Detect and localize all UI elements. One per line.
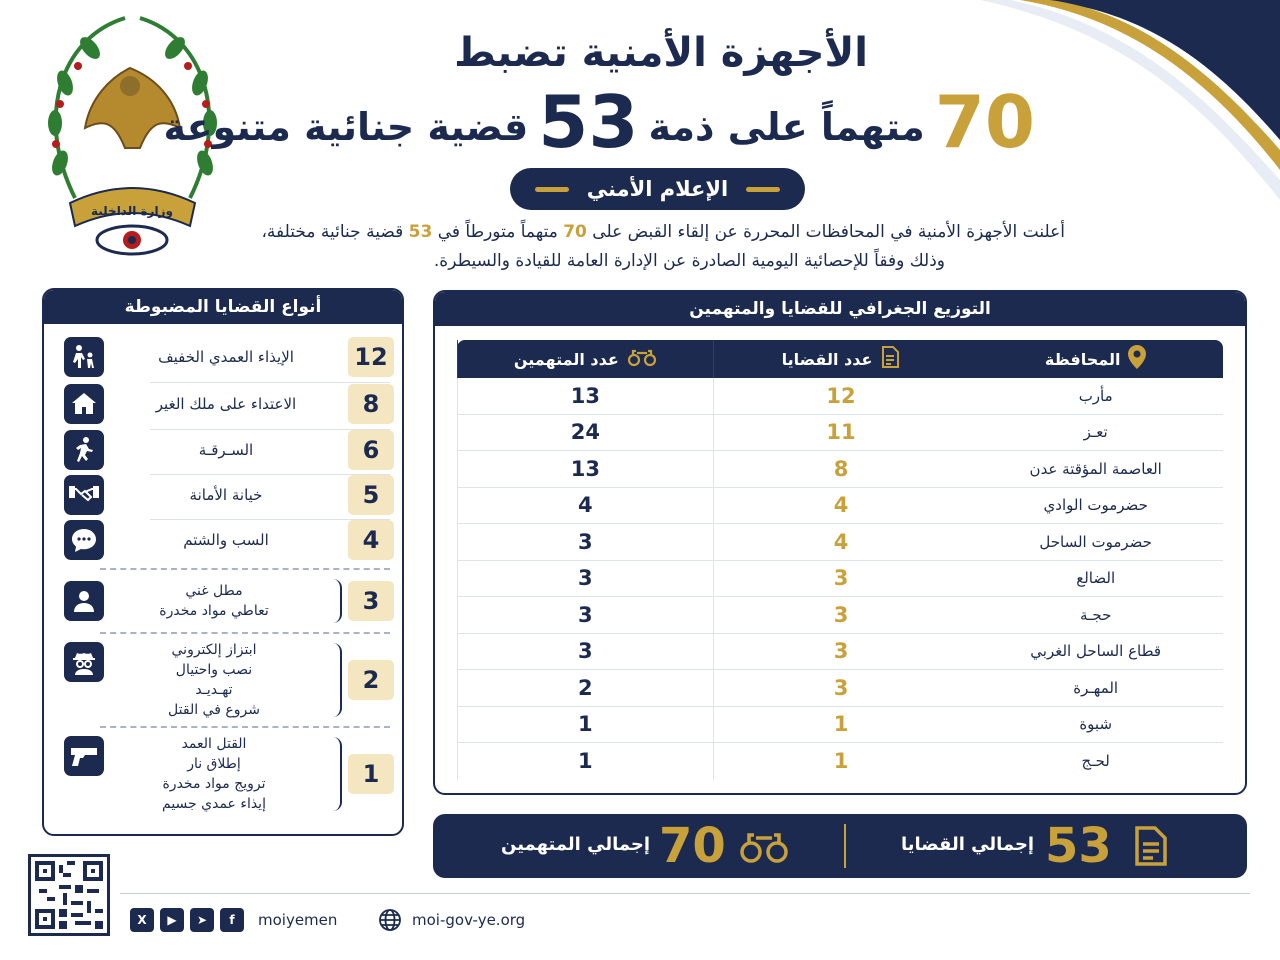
governorate-cell: مأرب — [1078, 386, 1113, 405]
accused-cell: 13 — [457, 378, 713, 414]
total-accused-value: 70 — [659, 818, 726, 874]
table-row — [457, 670, 1223, 707]
security-media-badge — [510, 168, 805, 210]
case-group-label: نصب واحتيال — [175, 662, 253, 678]
governorate-cell: العاصمة المؤقتة عدن — [1029, 459, 1162, 478]
case-type-count: 6 — [348, 430, 394, 470]
case-type-row — [64, 475, 394, 515]
case-group-row — [64, 638, 394, 722]
distribution-panel — [433, 290, 1247, 795]
governorate-cell: المهـرة — [1073, 678, 1119, 697]
cases-cell: 3 — [713, 597, 969, 633]
badge-label: الإعلام الأمني — [586, 177, 729, 201]
table-row — [457, 561, 1223, 598]
header-accused-label: عدد المتهمين — [513, 349, 619, 369]
table-row — [457, 451, 1223, 488]
headline-accused-text: متهماً على ذمة — [648, 105, 925, 150]
case-group-label: شروع في القتل — [168, 702, 260, 718]
header-cases — [713, 340, 969, 378]
assault-icon — [64, 337, 104, 377]
case-type-count: 4 — [348, 520, 394, 560]
accused-cell: 3 — [457, 634, 713, 670]
total-cases-value: 53 — [1045, 818, 1112, 874]
case-group-count: 3 — [348, 581, 394, 621]
case-group-labels — [104, 581, 324, 621]
table-row — [457, 707, 1223, 744]
emblem-text: وزارة الداخلية — [90, 204, 174, 218]
x-icon[interactable]: X — [130, 908, 154, 932]
accused-cell: 1 — [457, 743, 713, 780]
case-group-label: تعاطي مواد مخدرة — [159, 603, 269, 619]
case-type-label: السب والشتم — [183, 531, 269, 549]
intro-accused-number: 70 — [563, 222, 587, 242]
header-cases-label: عدد القضايا — [781, 349, 873, 369]
cases-cell: 4 — [713, 524, 969, 560]
intro-text-c: قضية جنائية مختلفة، — [261, 222, 404, 242]
total-accused-label: إجمالي المتهمين — [501, 834, 651, 855]
property-icon — [64, 384, 104, 424]
handcuffs-icon — [739, 828, 789, 868]
telegram-icon[interactable]: ➤ — [190, 908, 214, 932]
accused-cell: 24 — [457, 415, 713, 451]
table-row — [457, 378, 1223, 415]
case-type-row — [64, 337, 394, 377]
accused-cell: 4 — [457, 488, 713, 524]
cases-cell: 3 — [713, 670, 969, 706]
document-icon — [1133, 826, 1169, 870]
governorate-cell: حضرموت الساحل — [1039, 532, 1152, 551]
accused-cell: 2 — [457, 670, 713, 706]
location-pin-icon — [1128, 345, 1146, 373]
headline-line1: الأجهزة الأمنية تضبط — [454, 30, 868, 76]
case-group-count: 2 — [348, 660, 394, 700]
theft-icon — [64, 430, 104, 470]
case-type-count: 5 — [348, 475, 394, 515]
governorate-cell: لحـج — [1081, 752, 1110, 771]
case-type-row — [64, 430, 394, 470]
case-type-label: الاعتداء على ملك الغير — [155, 395, 297, 413]
case-group-label: إيذاء عمدي جسيم — [162, 796, 266, 812]
facebook-icon[interactable]: f — [220, 908, 244, 932]
cases-cell: 8 — [713, 451, 969, 487]
intro-cases-number: 53 — [408, 222, 433, 242]
case-group-label: ترويج مواد مخدرة — [162, 776, 266, 792]
cases-cell: 3 — [713, 634, 969, 670]
accused-cell: 13 — [457, 451, 713, 487]
case-type-label: الإيذاء العمدي الخفيف — [158, 348, 294, 366]
headline-line2 — [163, 78, 1035, 164]
case-type-label: خيانة الأمانة — [189, 486, 263, 504]
case-type-count: 12 — [348, 337, 394, 377]
cases-cell: 1 — [713, 707, 969, 743]
governorate-cell: حجـة — [1079, 605, 1112, 624]
header-governorate-label: المحافظة — [1044, 349, 1121, 369]
handshake-icon — [64, 475, 104, 515]
accused-cell: 1 — [457, 707, 713, 743]
total-cases-label: إجمالي القضايا — [901, 834, 1035, 855]
case-group-labels — [104, 640, 324, 720]
totals-bar — [433, 814, 1247, 878]
governorate-cell: تعـز — [1083, 423, 1108, 442]
cases-cell: 3 — [713, 561, 969, 597]
intro-paragraph — [185, 218, 1065, 276]
footer-divider — [120, 893, 1250, 894]
governorate-cell: حضرموت الوادي — [1043, 496, 1148, 515]
headline-accused-count: 70 — [934, 80, 1035, 164]
headline-cases-count: 53 — [538, 80, 639, 164]
person-icon — [64, 581, 104, 621]
table-row — [457, 415, 1223, 452]
governorate-cell: شبوة — [1079, 715, 1113, 734]
cases-cell: 12 — [713, 378, 969, 414]
cases-cell: 11 — [713, 415, 969, 451]
header-governorate — [968, 340, 1223, 378]
intro-text-b: متهماً متورطاً في — [437, 222, 558, 242]
case-group-labels — [104, 734, 324, 814]
case-group-label: تهـديـد — [195, 682, 233, 698]
distribution-table-header — [457, 340, 1223, 378]
accused-cell: 3 — [457, 524, 713, 560]
cases-cell: 4 — [713, 488, 969, 524]
case-group-row — [64, 576, 394, 626]
accused-cell: 3 — [457, 597, 713, 633]
case-group-count: 1 — [348, 754, 394, 794]
case-group-label: القتل العمد — [181, 736, 247, 752]
intro-text-a: أعلنت الأجهزة الأمنية في المحافظات المحررة عن إلقاء القبض على — [592, 222, 1065, 242]
table-row — [457, 488, 1223, 525]
case-group-label: ابتزاز إلكتروني — [171, 642, 257, 658]
table-row — [457, 597, 1223, 634]
distribution-title: التوزيع الجغرافي للقضايا والمتهمين — [435, 292, 1245, 326]
case-type-row — [64, 520, 394, 560]
website-link[interactable]: moi-gov-ye.org — [412, 911, 526, 929]
cases-cell: 1 — [713, 743, 969, 780]
case-type-count: 8 — [348, 384, 394, 424]
case-group-label: إطلاق نار — [187, 756, 241, 772]
header-accused — [457, 340, 713, 378]
handcuffs-icon — [627, 347, 657, 371]
accused-cell: 3 — [457, 561, 713, 597]
speech-icon — [64, 520, 104, 560]
governorate-cell: قطاع الساحل الغربي — [1030, 642, 1162, 661]
spy-icon — [64, 642, 104, 682]
case-type-label: السـرقـة — [198, 441, 254, 459]
social-links — [130, 908, 244, 932]
table-row — [457, 524, 1223, 561]
totals-divider — [844, 824, 846, 868]
youtube-icon[interactable]: ▶ — [160, 908, 184, 932]
gun-icon — [64, 736, 104, 776]
qr-code[interactable] — [28, 854, 110, 936]
case-types-title: أنواع القضايا المضبوطة — [44, 290, 402, 324]
case-group-label: مطل غني — [185, 583, 243, 599]
governorate-cell: الضالع — [1076, 569, 1116, 588]
table-row — [457, 634, 1223, 671]
intro-line2: وذلك وفقاً للإحصائية اليومية الصادرة عن الإدارة العامة للقيادة والسيطرة. — [433, 251, 945, 271]
table-row — [457, 743, 1223, 780]
case-types-panel — [42, 288, 404, 836]
document-icon — [880, 346, 900, 372]
case-group-row — [64, 732, 394, 816]
headline-cases-text: قضية جنائية متنوعة — [163, 105, 529, 150]
case-type-row — [64, 384, 394, 424]
globe-icon — [378, 908, 402, 932]
social-handle[interactable]: moiyemen — [258, 911, 338, 929]
